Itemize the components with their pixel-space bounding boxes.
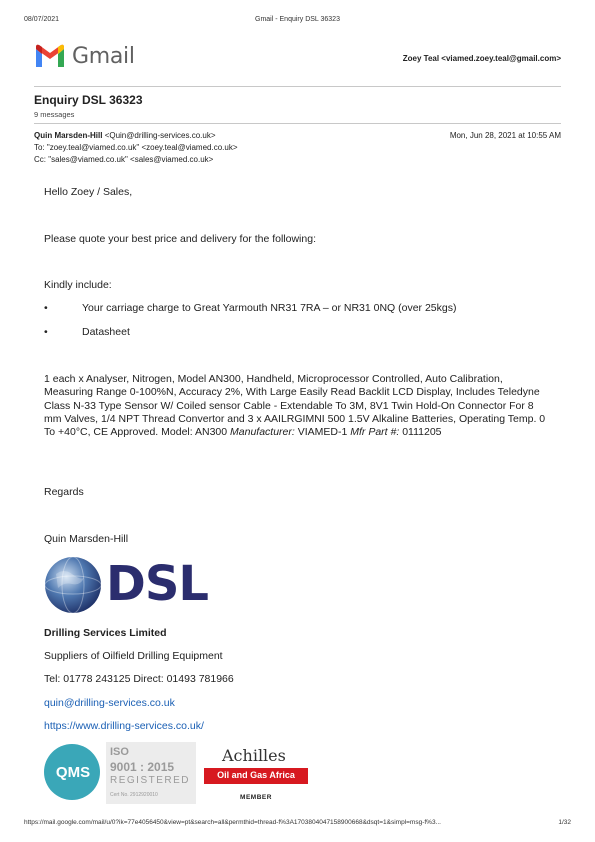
company-tagline: Suppliers of Oilfield Drilling Equipment [44,650,223,662]
sender-email: <Quin@drilling-services.co.uk> [104,131,216,140]
account-email: Zoey Teal <viamed.zoey.teal@gmail.com> [402,54,561,63]
part-value: 0111205 [402,426,442,439]
achilles-name: Achilles [222,746,286,765]
achilles-band-text: Oil and Gas Africa [217,770,295,780]
achilles-member: MEMBER [240,794,272,801]
bullet-item: Your carriage charge to Great Yarmouth NR31 7RA – or NR31 0NQ (over 25kgs) [82,302,457,314]
bullet-item: Datasheet [82,326,130,338]
print-date: 08/07/2021 [24,16,60,23]
bullet-marker: • [44,326,48,338]
page-number: 1/32 [558,819,571,826]
include-intro: Kindly include: [44,279,112,291]
regards: Regards [44,486,84,498]
iso-label: ISO [110,746,129,758]
iso-registered: REGISTERED [110,775,191,786]
achilles-badge [204,742,310,804]
request-line: Please quote your best price and delivery for the following: [44,233,316,245]
company-name: Drilling Services Limited [44,627,167,639]
gmail-logo-icon [34,44,66,69]
gmail-wordmark: Gmail [72,44,135,69]
qms-badge [44,742,198,804]
greeting: Hello Zoey / Sales, [44,186,133,198]
print-footer-url: https://mail.google.com/mail/u/0?ik=77e4056450&view=pt&search=all&permthid=thread-f%3A1703804047158900668&dsqt=1&simpl=msg-f%3... [24,819,441,826]
signature-name: Quin Marsden-Hill [44,533,129,545]
manufacturer-value: VIAMED-1 [297,426,348,439]
message-date: Mon, Jun 28, 2021 at 10:55 AM [449,131,561,140]
product-description [44,373,550,440]
bullet-marker: • [44,302,48,314]
header-divider [34,86,561,87]
cc-line: Cc: "sales@viamed.co.uk" <sales@viamed.co.uk> [34,155,214,164]
thread-divider [34,123,561,124]
sender-name: Quin Marsden-Hill [34,131,103,140]
part-label: Mfr Part #: [350,426,400,439]
cert-number: Cert No. 2912920010 [110,792,158,798]
manufacturer-label: Manufacturer: [230,426,295,439]
message-count: 9 messages [34,110,75,119]
dsl-logo [44,554,208,616]
sender-line [34,131,216,140]
print-title: Gmail - Enquiry DSL 36323 [255,16,340,23]
email-link[interactable]: quin@drilling-services.co.uk [44,697,175,709]
iso-standard: 9001 : 2015 [110,760,175,774]
website-link[interactable]: https://www.drilling-services.co.uk/ [44,720,204,732]
qms-logo-text: QMS [55,764,91,781]
phone-numbers: Tel: 01778 243125 Direct: 01493 781966 [44,673,234,685]
to-line: To: "zoey.teal@viamed.co.uk" <zoey.teal@viamed.co.uk> [34,143,238,152]
product-text: 1 each x Analyser, Nitrogen, Model AN300, Handheld, Microprocessor Controlled, Auto Calibration, Measuring Range 0-100%N, Accuracy 2%, With Large Easily Read Backlit LCD Display, Includes Teledyne Class N-33 Type Sensor W/ Coiled sensor Cable - Extendable To 3M, 8V1 Twin Hold-On Connector For 8 mm Valves, 1/4 NPT Thread Convertor and 3 x AAILRGIMNI 500 1.5V Alkaline Batteries, Operating Temp. 0 To +40°C, CE Approved. Model: AN300 [44,373,546,439]
thread-subject: Enquiry DSL 36323 [34,93,143,107]
dsl-logo-text: DSL [106,556,208,612]
